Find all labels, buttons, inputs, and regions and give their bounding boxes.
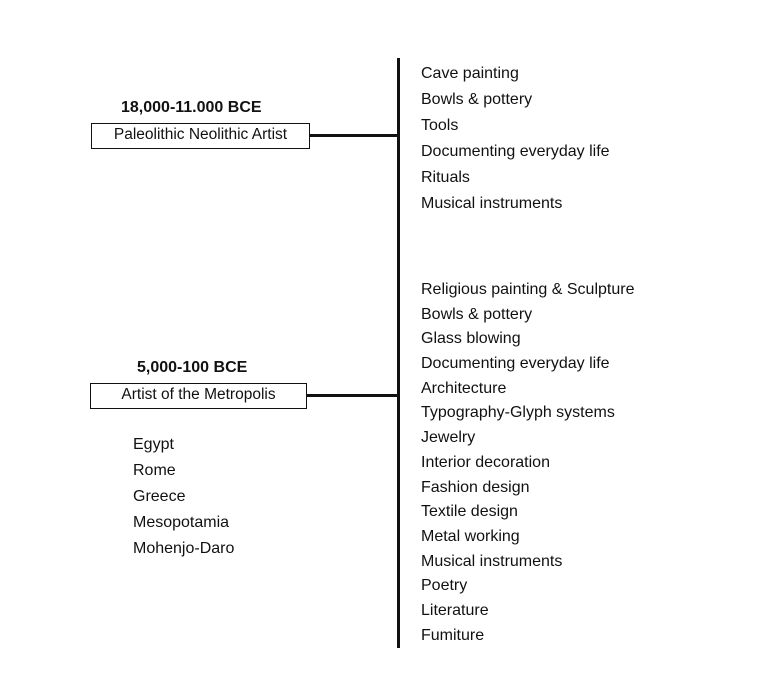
activity-item: Metal working: [421, 527, 520, 545]
activity-item: Musical instruments: [421, 195, 563, 212]
activity-item: Jewelry: [421, 429, 476, 447]
activity-item: Rituals: [421, 169, 470, 186]
era-1-label: Paleolithic Neolithic Artist: [113, 126, 288, 143]
activity-item: Textile design: [421, 503, 518, 521]
era-1-connector: [310, 134, 398, 137]
activity-item: Architecture: [421, 379, 507, 397]
activity-item: Cave painting: [421, 65, 519, 82]
activity-item: Documenting everyday life: [421, 355, 610, 373]
activity-item: Fumiture: [421, 626, 485, 644]
era-1-label-box: [91, 123, 310, 149]
era-2-label-box: [90, 383, 307, 409]
era-1-activities: [421, 61, 610, 217]
activity-item: Literature: [421, 601, 489, 619]
activity-item: Glass blowing: [421, 330, 521, 348]
era-2-activities: [421, 278, 634, 648]
era-2-label: Artist of the Metropolis: [121, 386, 276, 403]
place-item: Egypt: [133, 436, 174, 453]
era-2-connector: [307, 394, 398, 397]
activity-item: Fashion design: [421, 478, 530, 496]
activity-item: Bowls & pottery: [421, 305, 533, 323]
era-2-date: 5,000-100 BCE: [137, 359, 248, 376]
activity-item: Musical instruments: [421, 552, 563, 570]
era-2-places: [133, 432, 234, 562]
place-item: Mohenjo-Daro: [133, 540, 235, 557]
activity-item: Bowls & pottery: [421, 91, 533, 108]
activity-item: Interior decoration: [421, 453, 550, 471]
activity-item: Tools: [421, 117, 459, 134]
place-item: Rome: [133, 462, 176, 479]
place-item: Greece: [133, 488, 186, 505]
activity-item: Poetry: [421, 577, 468, 595]
place-item: Mesopotamia: [133, 514, 230, 531]
timeline-spine: [397, 58, 400, 648]
era-1-date: 18,000-11.000 BCE: [121, 99, 262, 116]
activity-item: Religious painting & Sculpture: [421, 281, 635, 298]
activity-item: Typography-Glyph systems: [421, 404, 615, 422]
activity-item: Documenting everyday life: [421, 143, 610, 160]
